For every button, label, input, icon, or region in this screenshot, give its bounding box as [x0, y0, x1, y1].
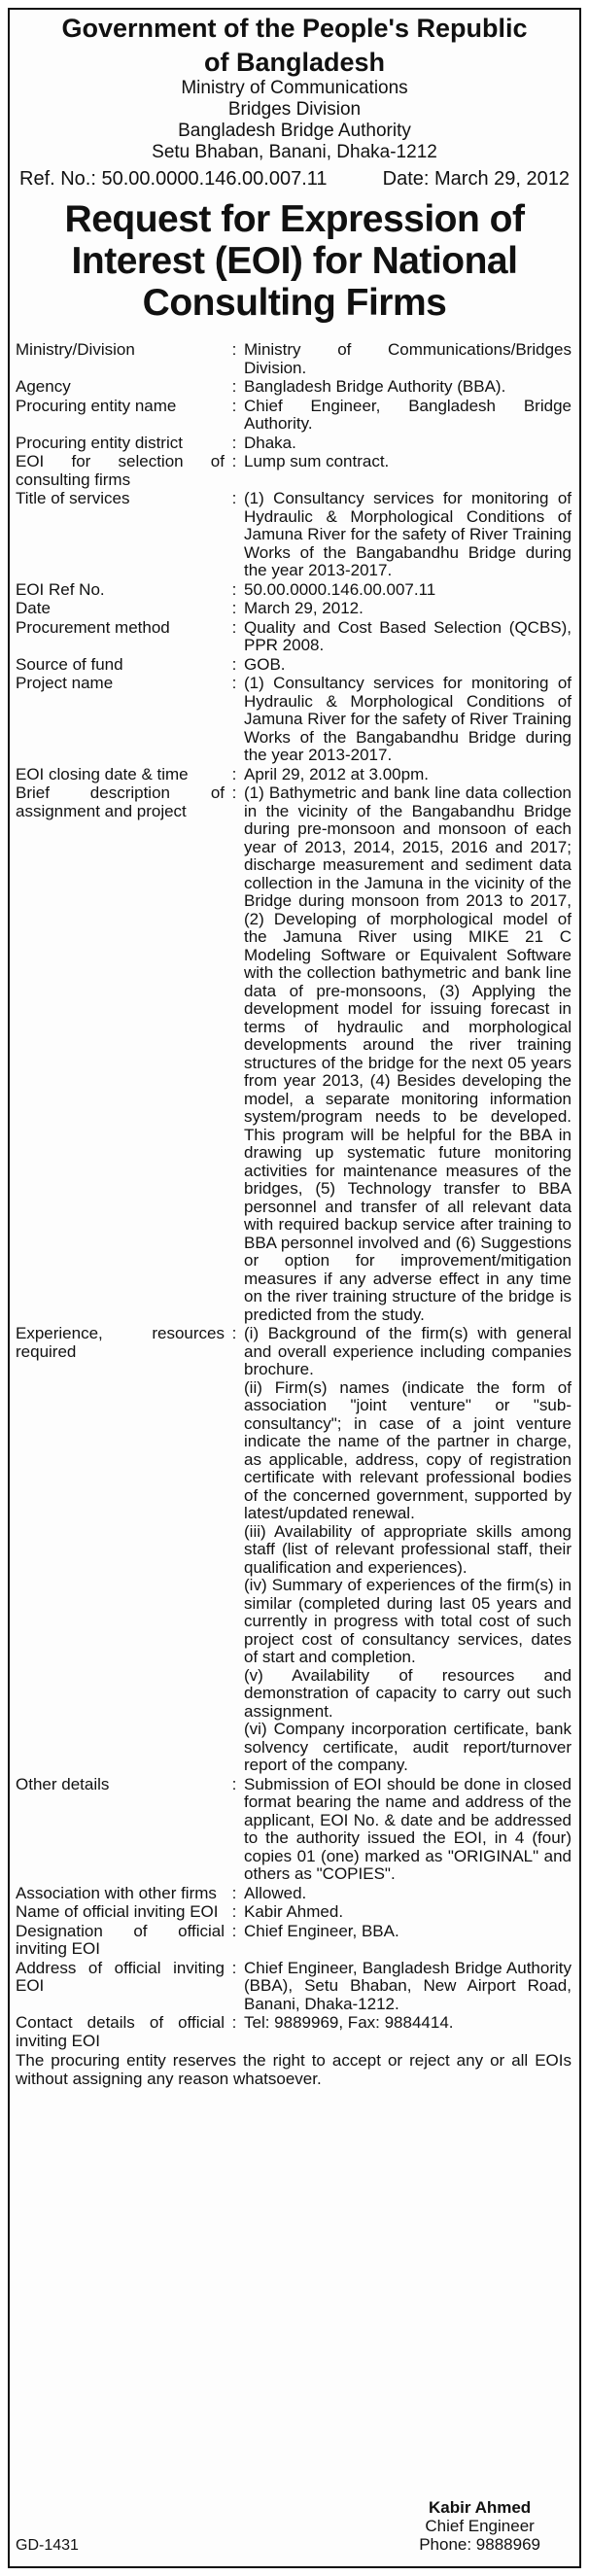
- detail-colon: :: [231, 1902, 237, 1921]
- reservation-note: The procuring entity reserves the right to accept or reject any or all EOIs without assigning any reason whatsoever.: [16, 2051, 572, 2088]
- detail-paragraph: (iv) Summary of experiences of the firm(s) in similar (completed during last 05 years and currently in progress with total cost of such project cost of consultancy services, dates of start and completion.: [244, 1576, 572, 1666]
- detail-value: [244, 1885, 579, 1904]
- detail-paragraph: (i) Background of the firm(s) with general and overall experience including companies brochure.: [244, 1324, 572, 1378]
- detail-label: Ministry/Division: [16, 340, 135, 359]
- detail-row: [10, 378, 579, 398]
- signatory-title: Chief Engineer: [425, 2517, 535, 2535]
- detail-row: [10, 784, 579, 1325]
- detail-row: [10, 1923, 579, 1960]
- detail-paragraph: Bangladesh Bridge Authority (BBA).: [244, 377, 506, 396]
- detail-row: [10, 341, 579, 378]
- government-name-line1: Government of the People's Republic: [61, 14, 528, 43]
- detail-label: Experience, resources required: [16, 1324, 225, 1361]
- detail-value: [244, 1960, 579, 2015]
- detail-colon: :: [231, 489, 237, 507]
- detail-paragraph: Chief Engineer, Bangladesh Bridge Authority.: [244, 396, 572, 433]
- detail-label: Project name: [16, 674, 114, 692]
- signatory-name: Kabir Ahmed: [429, 2498, 532, 2517]
- detail-value: [244, 619, 579, 656]
- detail-row: [10, 766, 579, 785]
- detail-label: Source of fund: [16, 654, 123, 674]
- detail-colon: :: [231, 599, 237, 617]
- detail-value: [244, 453, 579, 490]
- detail-paragraph: (vi) Company incorporation certificate, bank solvency certificate, audit report/turnover report of the company.: [244, 1720, 572, 1774]
- authority-name: Bangladesh Bridge Authority: [178, 121, 411, 141]
- detail-row: [10, 1776, 579, 1885]
- detail-colon: :: [231, 396, 237, 415]
- detail-colon: :: [231, 764, 237, 783]
- detail-row: [10, 453, 579, 490]
- detail-value: [244, 600, 579, 619]
- title-line2: Interest (EOI) for National: [71, 240, 518, 282]
- detail-label: Other details: [16, 1774, 110, 1793]
- detail-colon: :: [231, 783, 237, 802]
- detail-row: [10, 1960, 579, 2015]
- detail-colon: :: [231, 2013, 237, 2032]
- detail-colon: :: [231, 1774, 237, 1793]
- detail-colon: :: [231, 579, 237, 599]
- detail-paragraph: Kabir Ahmed.: [244, 1902, 344, 1921]
- detail-paragraph: Allowed.: [244, 1883, 307, 1902]
- details-table: [10, 341, 579, 2051]
- detail-colon: :: [231, 1324, 237, 1342]
- detail-value: [244, 675, 579, 766]
- detail-value: [244, 1776, 579, 1885]
- notice-header: [10, 14, 579, 163]
- detail-colon: :: [231, 1883, 237, 1902]
- detail-value: [244, 2014, 579, 2051]
- detail-colon: :: [231, 1921, 237, 1940]
- detail-label: Designation of official inviting EOI: [16, 1921, 225, 1958]
- detail-paragraph: (v) Availability of resources and demonstration of capacity to carry out such assignment.: [244, 1665, 572, 1721]
- gd-code: GD-1431: [16, 2537, 79, 2554]
- detail-paragraph: (ii) Firm(s) names (indicate the form of association "joint venture" or "sub-consultancy"; in case of a joint venture indicate the name of the partner in charge, as applicable, address, copy of registration certificate with relevant professional bodies of the concerned government, supported by latest/updated renewal.: [244, 1377, 572, 1522]
- detail-colon: :: [231, 340, 237, 359]
- detail-paragraph: Chief Engineer, BBA.: [244, 1921, 399, 1940]
- reference-number: Ref. No.: 50.00.0000.146.00.007.11: [19, 168, 328, 190]
- detail-colon: :: [231, 617, 237, 637]
- detail-label: Procuring entity name: [16, 396, 177, 415]
- detail-colon: :: [231, 433, 237, 452]
- detail-colon: :: [231, 1958, 237, 1977]
- detail-paragraph: Dhaka.: [244, 433, 296, 452]
- detail-value: [244, 1903, 579, 1923]
- detail-paragraph: (1) Consultancy services for monitoring of Hydraulic & Morphological Conditions of Jamuna River for the safety of River Training Works of the Bangabandhu Bridge during the year 2013-2017.: [244, 674, 572, 764]
- detail-label: Address of official inviting EOI: [16, 1958, 225, 1995]
- detail-colon: :: [231, 674, 237, 692]
- detail-row: [10, 435, 579, 454]
- detail-row: [10, 2014, 579, 2051]
- detail-row: [10, 1885, 579, 1904]
- signatory-phone: Phone: 9888969: [419, 2535, 540, 2554]
- eoi-notice: [8, 8, 581, 2568]
- detail-label: Procurement method: [16, 617, 170, 637]
- detail-label: EOI Ref No.: [16, 579, 105, 599]
- detail-label: Agency: [16, 377, 71, 396]
- reference-row: [10, 163, 579, 191]
- detail-paragraph: GOB.: [244, 654, 286, 674]
- detail-row: [10, 1903, 579, 1923]
- detail-paragraph: (iii) Availability of appropriate skills among staff (list of relevant professional staff, their qualification and experiences).: [244, 1521, 572, 1577]
- detail-label: Name of official inviting EOI: [16, 1902, 219, 1921]
- detail-row: [10, 490, 579, 581]
- government-name-line2: of Bangladesh: [203, 48, 386, 77]
- detail-row: [10, 600, 579, 619]
- title-line3: Consulting Firms: [142, 282, 447, 324]
- detail-paragraph: 50.00.0000.146.00.007.11: [244, 579, 436, 599]
- detail-value: [244, 656, 579, 676]
- detail-paragraph: Ministry of Communications/Bridges Division.: [244, 340, 572, 377]
- authority-address: Setu Bhaban, Banani, Dhaka-1212: [152, 142, 437, 162]
- detail-paragraph: Chief Engineer, Bangladesh Bridge Authority (BBA), Setu Bhaban, New Airport Road, Banani, Dhaka-1212.: [244, 1958, 572, 2013]
- detail-value: [244, 784, 579, 1325]
- detail-paragraph: Lump sum contract.: [244, 452, 390, 470]
- detail-label: Title of services: [16, 489, 130, 507]
- detail-row: [10, 581, 579, 601]
- detail-paragraph: Submission of EOI should be done in closed format bearing the name and address of the applicant, EOI No. & date and be addressed to the authority issued the EOI, in 4 (four) copies 01 (one) marked as "ORIGINAL" and others as "COPIES".: [244, 1774, 572, 1883]
- detail-label: Procuring entity district: [16, 433, 183, 452]
- detail-value: [244, 581, 579, 601]
- detail-value: [244, 766, 579, 785]
- detail-paragraph: (1) Bathymetric and bank line data collection in the vicinity of the Bangabandhu Bridge during pre-monsoon and monsoon of each year of 2013, 2014, 2015, 2016 and 2017; discharge measurement and sediment data collection in the Jamuna in the vicinity of the Bridge during monsoon from 2013 to 2017, (2) Developing of morphological model of the Jamuna River using MIKE 21 C Modeling Software or Equivalent Software with the collection bathymetric and bank line data of pre-monsoons, (3) Applying the development model for issuing forecast in terms of hydraulic and morphological developments around the river training structures of the bridge for the next 05 years from year 2013, (4) Besides developing the model, a separate monitoring information system/program needs to be developed. This program will be helpful for the BBA in drawing up systematic future monitoring activities for maintenance measures of the bridges, (5) Technology transfer to BBA personnel and transfer of all relevant data with required backup service after training to BBA personnel involved and (6) Suggestions or option for improvement/mitigation measures if any adverse effect in any time on the river training structure of the bridge is predicted from the study.: [244, 783, 572, 1324]
- notice-title: [10, 198, 579, 324]
- detail-colon: :: [231, 654, 237, 674]
- detail-label: Contact details of official inviting EOI: [16, 2013, 225, 2050]
- ministry-name: Ministry of Communications: [181, 78, 408, 98]
- detail-label: Association with other firms: [16, 1883, 217, 1902]
- detail-paragraph: (1) Consultancy services for monitoring of Hydraulic & Morphological Conditions of Jamuna River for the safety of River Training Works of the Bangabandhu Bridge during the year 2013-2017.: [244, 489, 572, 579]
- detail-value: [244, 398, 579, 435]
- signature-block: [419, 2498, 540, 2554]
- detail-value: [244, 435, 579, 454]
- detail-label: EOI for selection of consulting firms: [16, 452, 225, 489]
- detail-row: [10, 675, 579, 766]
- detail-value: [244, 1923, 579, 1960]
- detail-row: [10, 656, 579, 676]
- title-line1: Request for Expression of: [64, 198, 525, 240]
- detail-value: [244, 378, 579, 398]
- detail-value: [244, 490, 579, 581]
- detail-paragraph: April 29, 2012 at 3.00pm.: [244, 764, 429, 783]
- notice-date: Date: March 29, 2012: [382, 168, 570, 190]
- detail-label: Brief description of assignment and project: [16, 783, 225, 820]
- division-name: Bridges Division: [227, 99, 362, 120]
- detail-paragraph: Quality and Cost Based Selection (QCBS), PPR 2008.: [244, 617, 572, 654]
- detail-paragraph: Tel: 9889969, Fax: 9884414.: [244, 2013, 454, 2032]
- detail-label: Date: [16, 599, 51, 617]
- detail-row: [10, 398, 579, 435]
- detail-value: [244, 1325, 579, 1776]
- detail-row: [10, 1325, 579, 1776]
- detail-paragraph: March 29, 2012.: [244, 599, 364, 617]
- detail-label: EOI closing date & time: [16, 764, 189, 783]
- detail-value: [244, 341, 579, 378]
- detail-colon: :: [231, 377, 237, 396]
- detail-row: [10, 619, 579, 656]
- detail-colon: :: [231, 452, 237, 470]
